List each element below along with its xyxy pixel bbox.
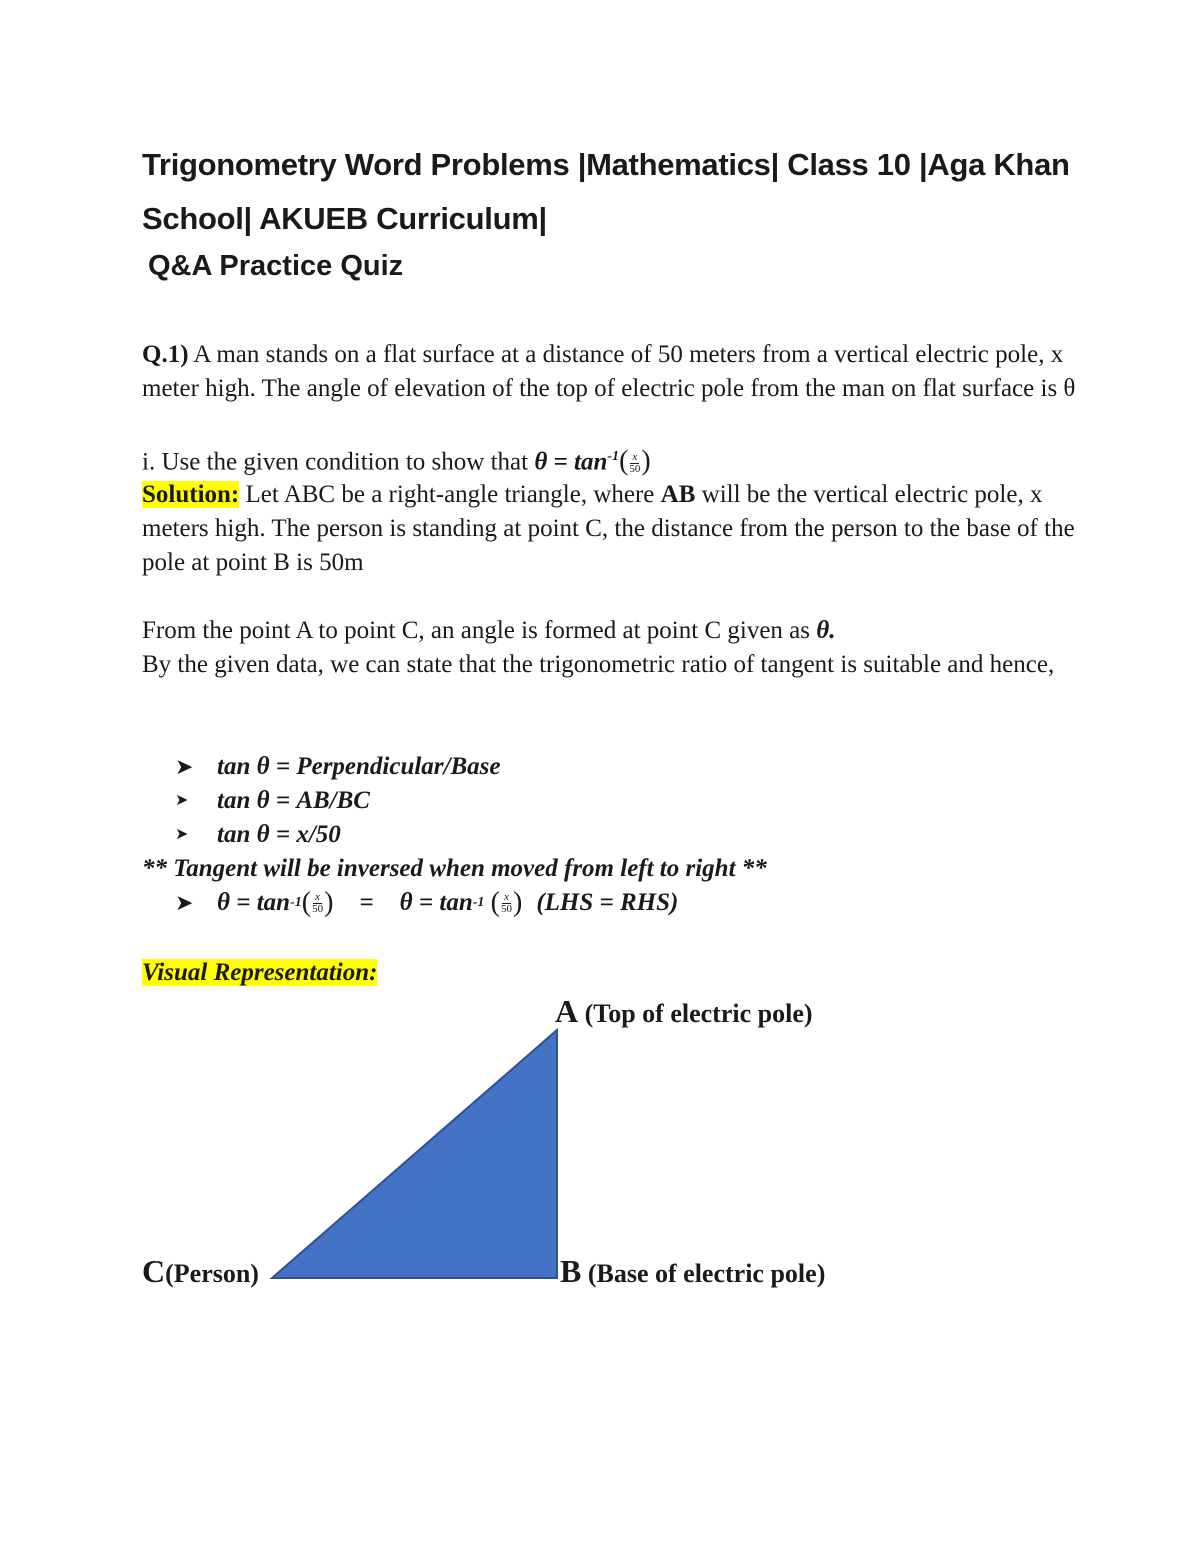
solution-paragraph-3: By the given data, we can state that the trigonometric ratio of tangent is suitable and hence, [142, 651, 1055, 678]
solution-text-2: will be the vertical electric pole, x meters high. The person is standing at point C, the distance from the person to the base of the pole at point B is 50m [142, 481, 1075, 576]
document-title: Trigonometry Word Problems |Mathematics| Class 10 |Aga Khan School| AKUEB Curriculum| [142, 147, 1070, 236]
step-3-text: tan θ = x/50 [217, 821, 341, 848]
step-1-text: tan θ = Perpendicular/Base [217, 753, 501, 780]
question-part-i: i. Use the given condition to show that $\theta = \tan^{-1}$( $\frac{x}{50}$ ) [142, 445, 651, 477]
solution-ab: AB [660, 481, 696, 508]
label-point-b: B (Base of electric pole) [560, 1253, 826, 1289]
para-2-theta: θ. [816, 617, 836, 644]
final-step: ➤ θ = tan -1 ( $\frac{x}{50}$ ) = θ = tan -1 ( $\frac{x}{50}$ ) (LHS = RHS) [175, 887, 679, 918]
arrow-bullet-icon: ➤ [175, 754, 194, 779]
question-label: Q.1) [142, 341, 189, 368]
final-equals: = [359, 889, 374, 916]
part-i-formula: θ = tan [534, 448, 608, 476]
part-i-fraction: $\frac{x}{50}$ [629, 451, 641, 476]
final-tag: (LHS = RHS) [536, 889, 679, 916]
step-2-text: tan θ = AB/BC [217, 787, 370, 814]
final-lhs: θ = tan [217, 889, 291, 916]
visual-label: Visual Representation: [142, 959, 378, 986]
para-2-text: From the point A to point C, an angle is formed at point C given as [142, 617, 817, 644]
tangent-note: ** Tangent will be inversed when moved from left to right ** [142, 855, 767, 882]
part-i-sup: -1 [607, 449, 620, 464]
label-point-c: C(Person) [142, 1253, 259, 1289]
part-i-prefix: i. Use the given condition to show that [142, 448, 535, 476]
arrow-bullet-icon: ➤ [175, 890, 194, 915]
label-point-a: A (Top of electric pole) [555, 993, 813, 1029]
final-rhs: θ = tan [399, 889, 473, 916]
triangle-abc [272, 1030, 557, 1278]
document-subtitle: Q&A Practice Quiz [148, 250, 404, 282]
question-text: A man stands on a flat surface at a distance of 50 meters from a vertical electric pole, x meter high. The angle of elevation of the top of electric pole from the man on flat surface is θ [142, 341, 1076, 402]
solution-label: Solution: [142, 481, 240, 508]
arrow-bullet-icon: ➤ [175, 826, 189, 843]
solution-text-1: Let ABC be a right-angle triangle, where [239, 481, 661, 508]
arrow-bullet-icon: ➤ [175, 792, 189, 809]
